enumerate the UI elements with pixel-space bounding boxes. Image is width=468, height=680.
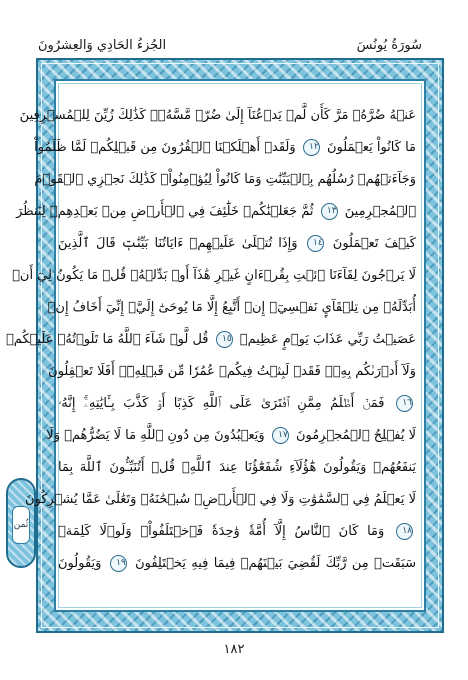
verse-line bbox=[34, 132, 416, 164]
verse-number-marker: ١٨ bbox=[396, 523, 413, 540]
verse-number-marker: ١٧ bbox=[272, 427, 289, 444]
verse-text: لَا يُفۡلِحُ ٱلۡمُجۡرِمُونَ bbox=[295, 428, 416, 443]
verse-text: كَيۡفَ تَعۡمَلُونَ bbox=[332, 236, 416, 251]
verse-text: ٱلۡمُجۡرِمِينَ bbox=[344, 204, 416, 219]
verse-line bbox=[47, 292, 416, 324]
juz-title: الجُزءُ الحَادِي وَالعِشرُونَ bbox=[38, 38, 167, 53]
verse-number-marker: ١٥ bbox=[216, 331, 233, 348]
verse-line bbox=[12, 260, 416, 292]
verse-line bbox=[58, 388, 416, 420]
verse-text: وَيَقُولُونَ bbox=[58, 556, 102, 571]
verse-text: ثُمَّ جَعَلۡنَٰكُمۡ خَلَٰٓئِفَ فِي ٱلۡأَرۡضِ مِنۢ بَعۡدِهِمۡ لِنَنظُرَ bbox=[16, 204, 314, 219]
verse-line bbox=[48, 356, 416, 388]
verse-text: مَا كَانُواْ يَعۡمَلُونَ bbox=[326, 140, 416, 155]
verse-text: عَنۡهُ ضُرَّهُۥ مَرَّ كَأَن لَّمۡ يَدۡعُنَآ إِلَىٰ ضُرّٖ مَّسَّهُۥۚ كَذَٰلِكَ زُيِّنَ لِلۡمُسۡرِفِينَ bbox=[19, 108, 416, 123]
verse-line bbox=[19, 100, 416, 132]
verse-line bbox=[58, 548, 416, 580]
verse-number-marker: ١٦ bbox=[396, 395, 413, 412]
verse-text: لَا يَرۡجُونَ لِقَآءَنَا ٱئۡتِ بِقُرۡءَانٍ غَيۡرِ هَٰذَآ أَوۡ بَدِّلۡهُۚ قُلۡ مَا يَكُونُ لِيٓ أَنۡ bbox=[12, 268, 416, 283]
verse-text: سَبَقَتۡ مِن رَّبِّكَ لَقُضِيَ بَيۡنَهُمۡ فِيمَا فِيهِ يَخۡتَلِفُونَ bbox=[135, 556, 416, 571]
verse-text: فَمَنۡ أَظۡلَمُ مِمَّنِ ٱفۡتَرَىٰ عَلَى ٱللَّهِ كَذِبًا أَوۡ كَذَّبَ بِـَٔايَٰتِهِۦٓۚ إِنَّهُۥ bbox=[58, 396, 385, 411]
verse-line bbox=[46, 420, 416, 452]
verse-text: وَإِذَا تُتۡلَىٰ عَلَيۡهِمۡ ءَايَاتُنَا بَيِّنَٰتٖ قَالَ ٱلَّذِينَ bbox=[58, 236, 298, 251]
verse-number-marker: ١٤ bbox=[307, 235, 324, 252]
verse-text: لَا يَعۡلَمُ فِي ٱلسَّمَٰوَٰتِ وَلَا فِي ٱلۡأَرۡضِۚ سُبۡحَٰنَهُۥ وَتَعَٰلَىٰ عَمَّا يُشۡرِكُونَ bbox=[24, 492, 416, 507]
surah-title: سُورَةُ يُونُسَ bbox=[356, 38, 422, 53]
verse-line bbox=[6, 324, 416, 356]
verse-text: وَمَا كَانَ ٱلنَّاسُ إِلَّآ أُمَّةٗ وَٰحِدَةٗ فَٱخۡتَلَفُواْۚ وَلَوۡلَا كَلِمَةٞ bbox=[58, 524, 385, 539]
verse-text: وَلَآ أَدۡرَىٰكُم بِهِۦۖ فَقَدۡ لَبِثۡتُ فِيكُمۡ عُمُرٗا مِّن قَبۡلِهِۦٓۚ أَفَلَا تَعۡقِلُونَ bbox=[48, 364, 416, 379]
page-number: ١٨٢ bbox=[223, 642, 245, 657]
verse-number-marker: ١٢ bbox=[303, 139, 320, 156]
verse-text: قُل لَّوۡ شَآءَ ٱللَّهُ مَا تَلَوۡتُهُۥ عَلَيۡكُمۡ bbox=[6, 332, 209, 347]
verse-line bbox=[58, 516, 416, 548]
verse-line bbox=[24, 484, 416, 516]
verse-text: عَصَيۡتُ رَبِّي عَذَابَ يَوۡمٍ عَظِيمٖ bbox=[239, 332, 416, 347]
verse-number-marker: ١٩ bbox=[110, 555, 127, 572]
verse-text: وَيَعۡبُدُونَ مِن دُونِ ٱللَّهِ مَا لَا يَضُرُّهُمۡ وَلَا bbox=[46, 428, 265, 443]
verse-text: وَلَقَدۡ أَهۡلَكۡنَا ٱلۡقُرُونَ مِن قَبۡلِكُمۡ لَمَّا ظَلَمُواْ bbox=[34, 140, 296, 155]
verse-line bbox=[58, 452, 416, 484]
verse-number-marker: ١٣ bbox=[321, 203, 338, 220]
verse-text: يَنفَعُهُمۡ وَيَقُولُونَ هَٰٓؤُلَآءِ شُفَعَٰٓؤُنَا عِندَ ٱللَّهِۚ قُلۡ أَتُنَبِّـُٔونَ ٱللَّهَ بِمَا bbox=[58, 460, 416, 475]
verse-line bbox=[16, 196, 416, 228]
hizb-marker-label: ثُمن bbox=[12, 506, 30, 544]
verse-line bbox=[34, 164, 416, 196]
verse-text: وَجَآءَتۡهُمۡ رُسُلُهُم بِٱلۡبَيِّنَٰتِ وَمَا كَانُواْ لِيُؤۡمِنُواْۚ كَذَٰلِكَ نَجۡزِي ٱلۡقَوۡمَ bbox=[34, 172, 416, 187]
verse-text: أُبَدِّلَهُۥ مِن تِلۡقَآيِٕ نَفۡسِيٓۖ إِنۡ أَتَّبِعُ إِلَّا مَا يُوحَىٰٓ إِلَيَّۖ إِنِّيٓ أَخَافُ إِنۡ bbox=[47, 300, 416, 315]
verse-line bbox=[58, 228, 416, 260]
